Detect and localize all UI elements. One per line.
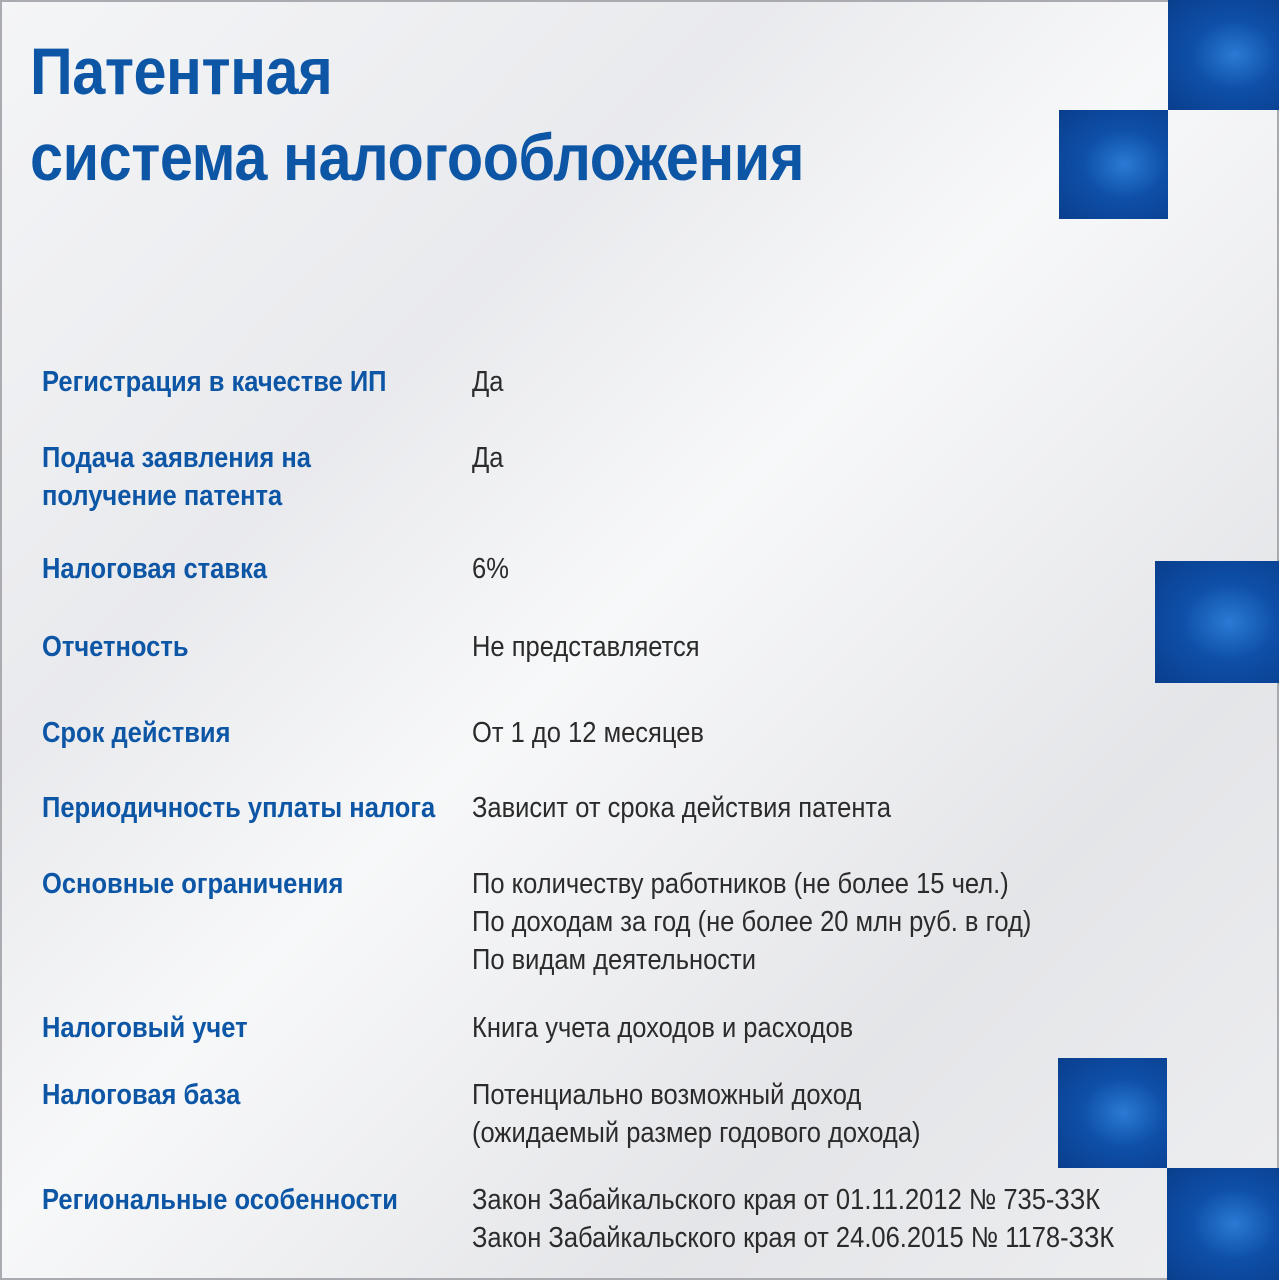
row-label: Отчетность [42,631,189,663]
row-label: Региональные особенности [42,1184,398,1216]
title-line-2: система налогообложения [30,120,805,194]
row-label: Налоговая ставка [42,553,268,585]
decor-square-top-right [1168,0,1279,110]
decor-square-bottom-right [1167,1168,1279,1280]
row-value: Зависит от срока действия патента [472,792,892,824]
row-value: Да [472,366,504,398]
row-label: Основные ограничения [42,868,344,900]
row-label: Налоговый учет [42,1012,248,1044]
row-value: 6% [472,553,509,585]
row-value: Потенциально возможный доход (ожидаемый размер годового дохода) [472,1079,921,1149]
decor-square-middle [1155,561,1279,683]
row-value: Книга учета доходов и расходов [472,1012,854,1044]
row-value: Да [472,442,504,474]
page-title [30,28,804,200]
row-label: Регистрация в качестве ИП [42,366,387,398]
row-value: По количеству работников (не более 15 чел.) По доходам за год (не более 20 млн руб. в год) По видам деятельности [472,868,1032,976]
decor-square-top-left [1059,110,1168,219]
row-label: Срок действия [42,717,231,749]
row-value: Не представляется [472,631,700,663]
row-label: Подача заявления на получение патента [42,442,312,512]
title-line-1: Патентная [30,34,333,108]
row-label: Налоговая база [42,1079,241,1111]
row-value: От 1 до 12 месяцев [472,717,704,749]
row-value: Закон Забайкальского края от 01.11.2012 № 735-ЗЗК Закон Забайкальского края от 24.06.2015 № 1178-ЗЗК [472,1184,1115,1254]
row-label: Периодичность уплаты налога [42,792,436,824]
